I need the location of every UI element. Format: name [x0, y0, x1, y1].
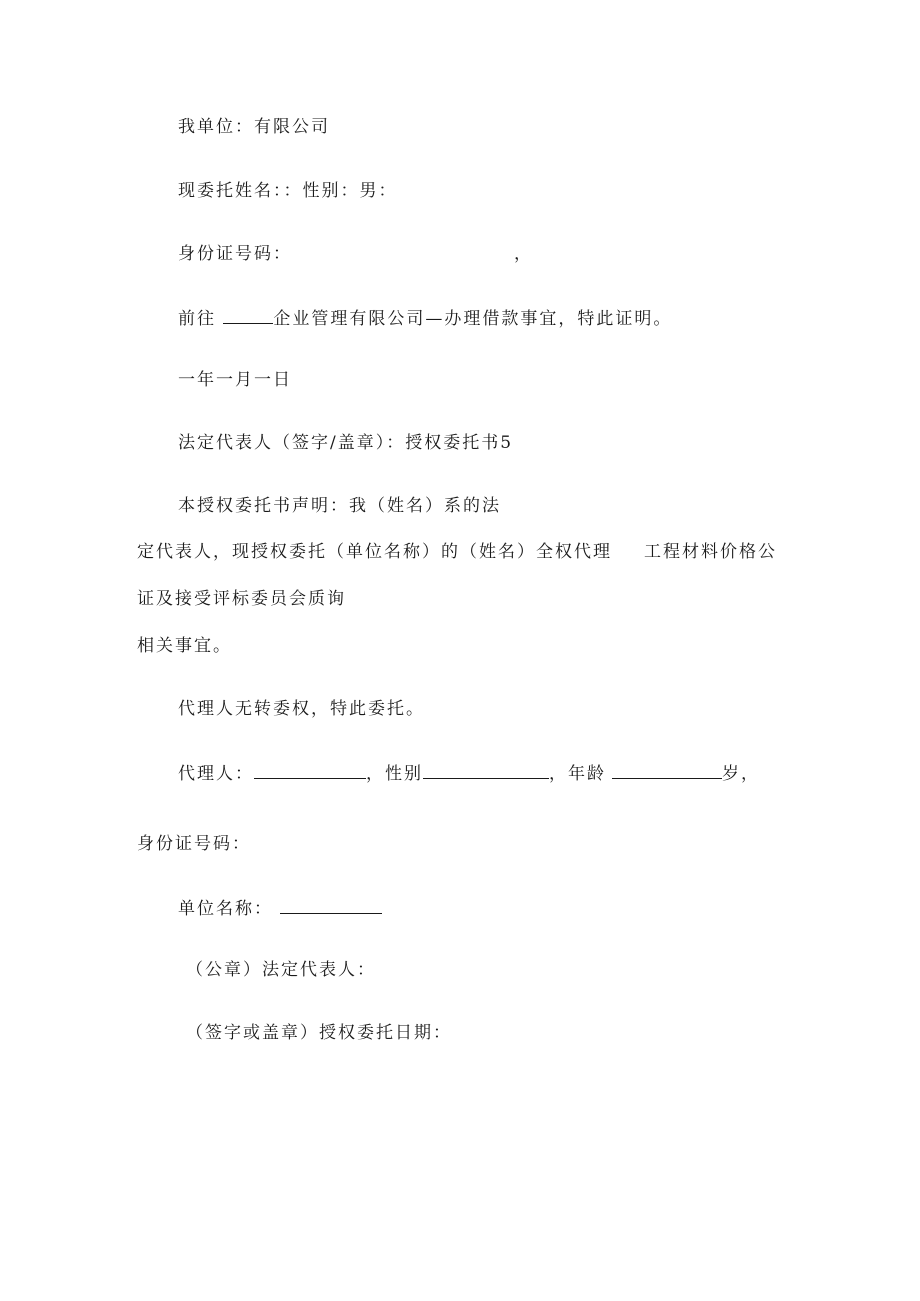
- delegate-line: [178, 179, 398, 203]
- age-unit: 岁，: [722, 764, 760, 784]
- sign-date-text: （签字或盖章）授权委托日期：: [186, 1023, 452, 1043]
- agent-label: 代理人：: [178, 764, 254, 784]
- legal-rep-line: [178, 431, 513, 455]
- unit-name-line: [178, 895, 382, 921]
- seal-line: [186, 958, 376, 982]
- age-blank: [612, 760, 722, 779]
- declaration-text-2b: 工程材料价格公: [644, 542, 777, 562]
- unit-text: 我单位：有限公司: [178, 117, 330, 137]
- declaration-line-1: [178, 494, 501, 518]
- delegate-text: 现委托姓名：：性别：男：: [178, 181, 398, 201]
- seal-text: （公章）法定代表人：: [186, 960, 376, 980]
- unit-name-label: 单位名称：: [178, 899, 273, 919]
- gender-blank: [423, 760, 549, 779]
- agent-id-label: 身份证号码：: [137, 834, 251, 854]
- id-number-line: [178, 242, 533, 266]
- date-text: 一年一月一日: [178, 370, 292, 390]
- declaration-line-3: [137, 587, 346, 611]
- date-line: [178, 368, 292, 392]
- declaration-text-4: 相关事宜。: [137, 636, 232, 656]
- declaration-line-4: [137, 634, 232, 658]
- id-number-label: 身份证号码：: [178, 244, 292, 264]
- company-blank: [223, 305, 273, 324]
- purpose-line: [178, 305, 672, 331]
- agent-info-line: [178, 760, 760, 786]
- no-transfer-text: 代理人无转委权，特此委托。: [178, 699, 425, 719]
- declaration-text-3: 证及接受评标委员会质询: [137, 589, 346, 609]
- id-number-comma: ，: [514, 244, 533, 264]
- no-transfer-line: [178, 697, 425, 721]
- legal-rep-text: 法定代表人（签字/盖章）：授权委托书5: [178, 433, 514, 453]
- declaration-text-1: 本授权委托书声明：我（姓名）系的法: [178, 496, 501, 516]
- unit-name-blank: [280, 895, 382, 914]
- declaration-line-2: [137, 540, 777, 564]
- purpose-text: 企业管理有限公司—办理借款事宜，特此证明。: [273, 309, 673, 329]
- purpose-prefix: 前往: [178, 309, 216, 329]
- unit-line: [178, 115, 330, 139]
- sign-date-line: [186, 1021, 452, 1045]
- agent-name-blank: [254, 760, 366, 779]
- age-label: ，年龄: [549, 764, 606, 784]
- gender-label: ，性别: [366, 764, 423, 784]
- declaration-text-2a: 定代表人，现授权委托（单位名称）的（姓名）全权代理: [137, 542, 612, 562]
- agent-id-line: [137, 832, 251, 856]
